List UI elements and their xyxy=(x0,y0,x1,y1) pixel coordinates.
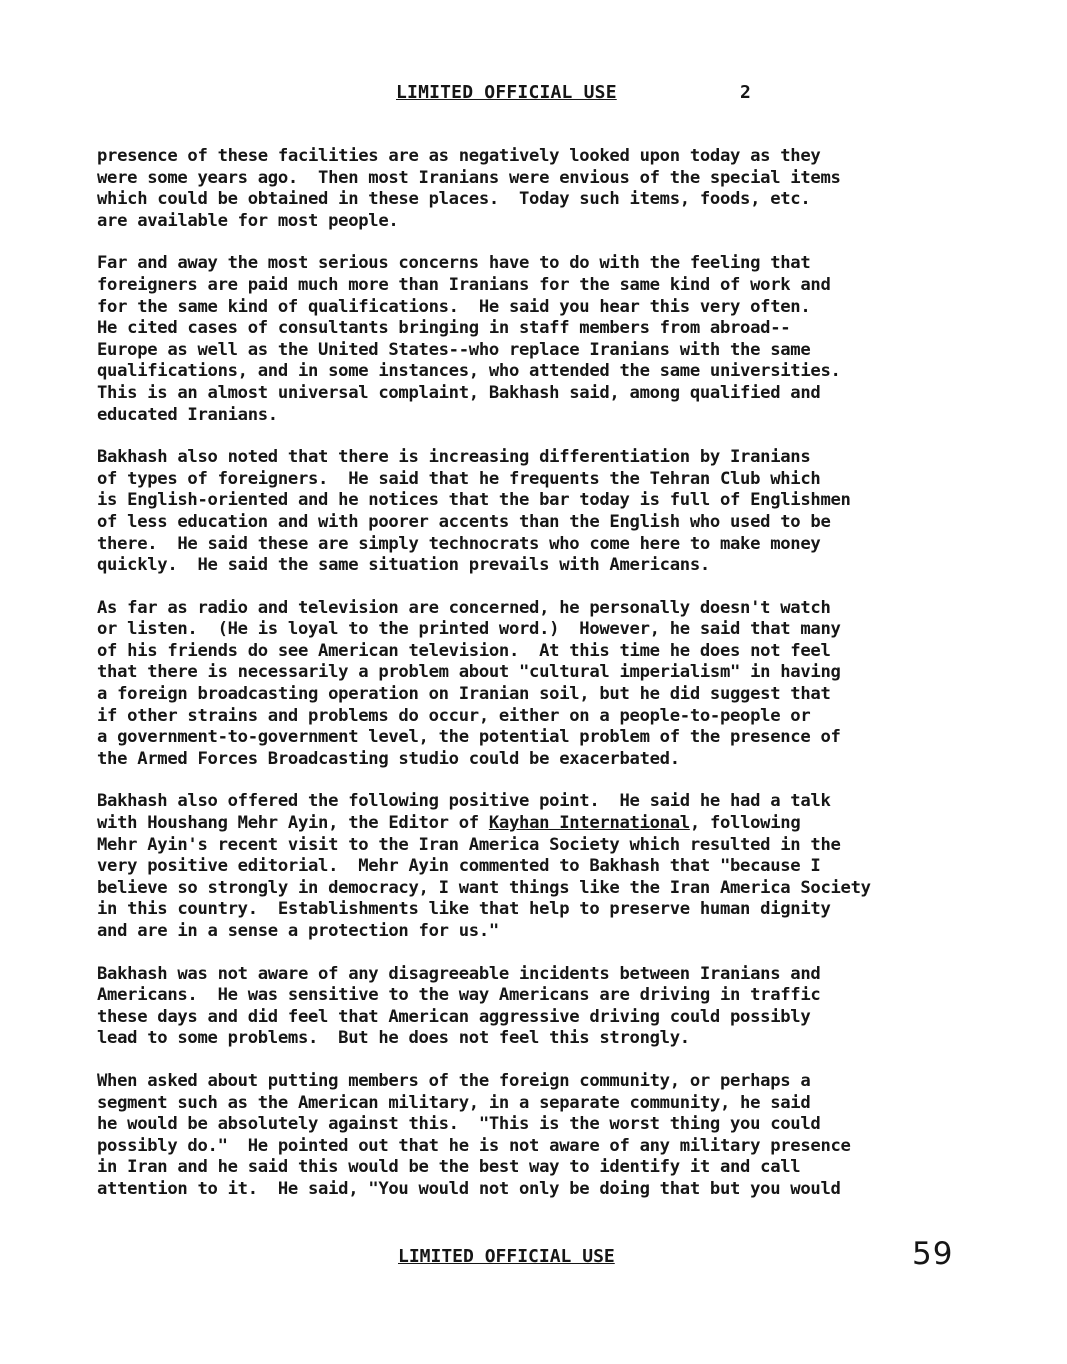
text-line: Americans. He was sensitive to the way Americans are driving in traffic xyxy=(97,985,821,1006)
publication-title: Kayhan International xyxy=(488,813,690,834)
text-line: He cited cases of consultants bringing in staff members from abroad-- xyxy=(97,318,791,339)
text-line: qualifications, and in some instances, who attended the same universities. xyxy=(97,361,841,382)
text-line: attention to it. He said, "You would not only be doing that but you would xyxy=(97,1178,841,1199)
text-line: Far and away the most serious concerns have to do with the feeling that xyxy=(97,253,811,274)
paragraph-incidents xyxy=(97,964,937,1050)
footer-classification: LIMITED OFFICIAL USE xyxy=(398,1246,615,1267)
text-line: which could be obtained in these places. Today such items, foods, etc. xyxy=(97,189,811,210)
text-line: that there is necessarily a problem about "cultural imperialism" in having xyxy=(97,662,841,683)
text-line-with-publication xyxy=(97,813,937,835)
text-line: these days and did feel that American aggressive driving could possibly xyxy=(97,1006,811,1027)
text-line: believe so strongly in democracy, I want things like the Iran America Society xyxy=(97,877,871,898)
text-line: very positive editorial. Mehr Ayin commented to Bakhash that "because I xyxy=(97,856,821,877)
text-line: foreigners are paid much more than Iranians for the same kind of work and xyxy=(97,274,831,295)
text-line: Bakhash also offered the following positive point. He said he had a talk xyxy=(97,791,831,812)
text-line: for the same kind of qualifications. He said you hear this very often. xyxy=(97,296,811,317)
text-line: in Iran and he said this would be the best way to identify it and call xyxy=(97,1157,801,1178)
paragraph-positive-point xyxy=(97,791,937,942)
text-line: of less education and with poorer accents than the English who used to be xyxy=(97,511,831,532)
text-line: segment such as the American military, in a separate community, he said xyxy=(97,1092,811,1113)
text-line: Mehr Ayin's recent visit to the Iran America Society which resulted in the xyxy=(97,834,841,855)
text-segment: , following xyxy=(689,813,801,834)
memo-body xyxy=(97,146,937,1222)
folio-number: 59 xyxy=(912,1236,954,1272)
page-header xyxy=(396,82,752,103)
text-line: is English-oriented and he notices that the bar today is full of Englishmen xyxy=(97,490,851,511)
paragraph-separate-community xyxy=(97,1071,937,1201)
text-line: a government-to-government level, the potential problem of the presence of xyxy=(97,727,841,748)
text-line: Bakhash was not aware of any disagreeable incidents between Iranians and xyxy=(97,963,821,984)
paragraph-facilities xyxy=(97,146,937,232)
text-line: if other strains and problems do occur, either on a people-to-people or xyxy=(97,705,811,726)
text-line: presence of these facilities are as negatively looked upon today as they xyxy=(97,146,821,166)
text-line: As far as radio and television are concerned, he personally doesn't watch xyxy=(97,597,831,618)
header-classification: LIMITED OFFICIAL USE xyxy=(396,82,617,103)
text-line: of his friends do see American television. At this time he does not feel xyxy=(97,640,831,661)
text-line: of types of foreigners. He said that he frequents the Tehran Club which xyxy=(97,468,821,489)
text-line: he would be absolutely against this. "This is the worst thing you could xyxy=(97,1114,821,1135)
text-line: quickly. He said the same situation prevails with Americans. xyxy=(97,555,710,576)
text-line: were some years ago. Then most Iranians were envious of the special items xyxy=(97,167,841,188)
text-line: in this country. Establishments like that help to preserve human dignity xyxy=(97,899,831,920)
paragraph-radio-television xyxy=(97,598,937,771)
paragraph-differentiation xyxy=(97,447,937,577)
text-line: When asked about putting members of the foreign community, or perhaps a xyxy=(97,1070,811,1091)
text-line: are available for most people. xyxy=(97,210,399,231)
paragraph-pay-concerns xyxy=(97,253,937,426)
text-segment: with Houshang Mehr Ayin, the Editor of xyxy=(97,813,489,834)
text-line: possibly do." He pointed out that he is not aware of any military presence xyxy=(97,1135,851,1156)
header-page-number: 2 xyxy=(740,82,752,103)
text-line: lead to some problems. But he does not feel this strongly. xyxy=(97,1028,690,1049)
text-line: and are in a sense a protection for us." xyxy=(97,921,499,941)
text-line: Bakhash also noted that there is increasing differentiation by Iranians xyxy=(97,447,811,468)
text-line: there. He said these are simply technocrats who come here to make money xyxy=(97,533,821,554)
text-line: the Armed Forces Broadcasting studio could be exacerbated. xyxy=(97,748,680,769)
text-line: or listen. (He is loyal to the printed word.) However, he said that many xyxy=(97,619,841,640)
text-line: a foreign broadcasting operation on Iranian soil, but he did suggest that xyxy=(97,684,831,705)
text-line: educated Iranians. xyxy=(97,404,278,425)
text-line: This is an almost universal complaint, Bakhash said, among qualified and xyxy=(97,382,821,403)
text-line: Europe as well as the United States--who replace Iranians with the same xyxy=(97,339,811,360)
